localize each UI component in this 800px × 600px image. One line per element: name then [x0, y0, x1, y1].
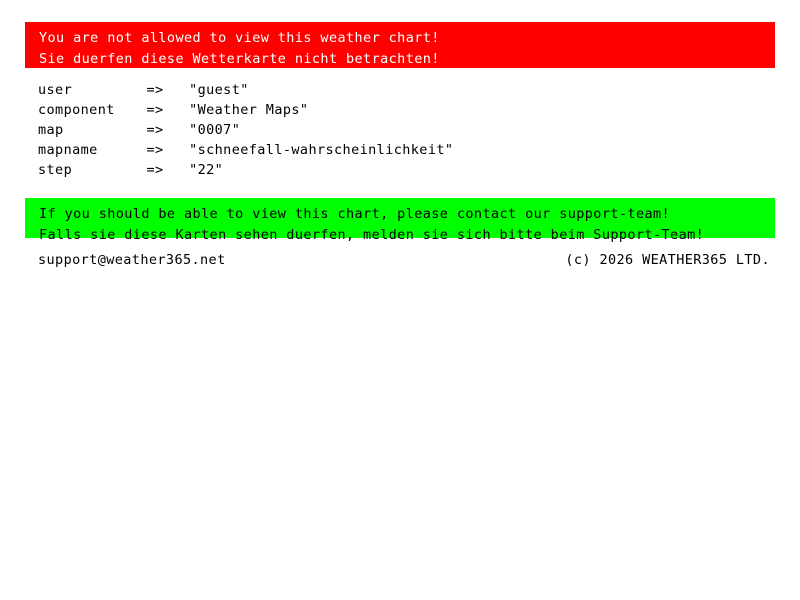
detail-arrow: => [146, 142, 164, 158]
error-banner [25, 22, 775, 68]
support-email-link[interactable] [38, 250, 226, 270]
detail-arrow: => [146, 82, 164, 98]
copyright-text: (c) 2026 WEATHER365 LTD. [565, 252, 770, 268]
info-banner [25, 198, 775, 243]
detail-key-map: map [38, 122, 64, 138]
detail-value-component: "Weather Maps" [189, 102, 309, 118]
footer [38, 250, 770, 270]
info-banner-line-de: Falls sie diese Karten sehen duerfen, melden sie sich bitte beim Support-Team! [39, 227, 705, 243]
detail-list [38, 80, 738, 180]
detail-key-step: step [38, 162, 73, 178]
detail-value-step: "22" [189, 162, 224, 178]
detail-row [38, 120, 738, 140]
detail-value-mapname: "schneefall-wahrscheinlichkeit" [189, 142, 454, 158]
detail-key-user: user [38, 82, 73, 98]
detail-row [38, 100, 738, 120]
support-email-text[interactable]: support@weather365.net [38, 252, 226, 268]
detail-arrow: => [146, 102, 164, 118]
error-banner-line-de: Sie duerfen diese Wetterkarte nicht betrachten! [39, 51, 440, 67]
detail-row [38, 160, 738, 180]
info-banner-line-en: If you should be able to view this chart, please contact our support-team! [39, 206, 671, 222]
detail-value-map: "0007" [189, 122, 241, 138]
detail-key-component: component [38, 102, 115, 118]
detail-arrow: => [146, 122, 164, 138]
detail-key-mapname: mapname [38, 142, 98, 158]
detail-value-user: "guest" [189, 82, 249, 98]
detail-arrow: => [146, 162, 164, 178]
detail-row [38, 80, 738, 100]
detail-row [38, 140, 738, 160]
error-banner-line-en: You are not allowed to view this weather chart! [39, 30, 440, 46]
